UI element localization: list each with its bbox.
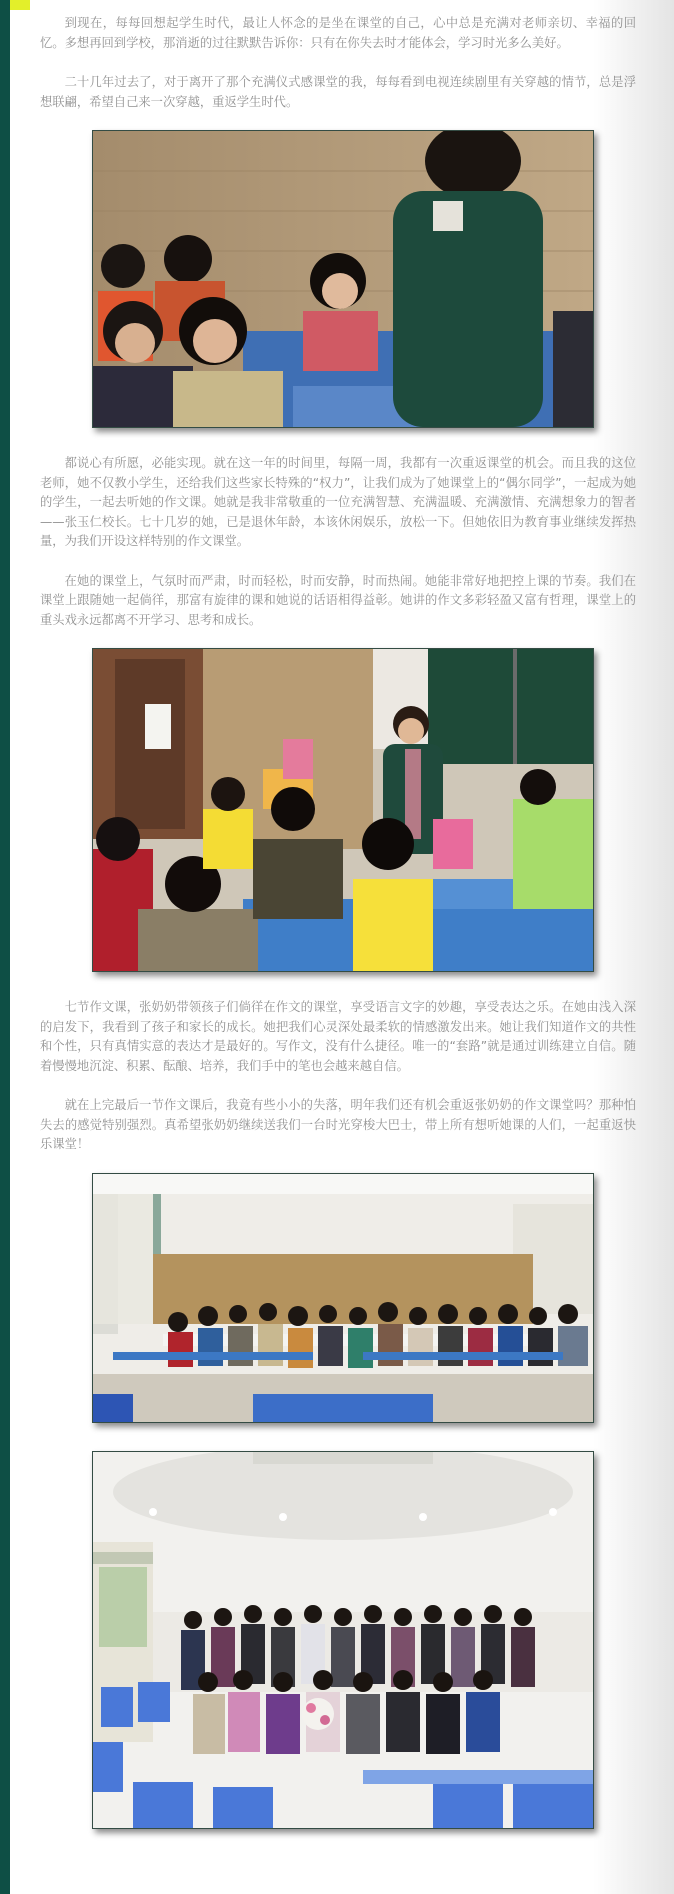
paragraph-2: 二十几年过去了，对于离开了那个充满仪式感课堂的我，每每看到电视连续剧里有关穿越的情节，总是浮想联翩，希望自己来一次穿越，重返学生时代。 — [40, 75, 636, 109]
article-body — [40, 14, 636, 1829]
paragraph-3: 都说心有所愿，必能实现。就在这一年的时间里，每隔一周，我都有一次重返课堂的机会。而且我的这位老师，她不仅教小学生，还给我们这些家长特殊的“权力”，让我们成为了她课堂上的“偶尔同学”，一起成为她的学生，一起去听她的作文课。她就是我非常敬重的一位充满智慧、充满温暖、充满激情、充满想象力的智者——张玉仁校长。七十几岁的她，已是退休年龄，本该休闲娱乐，放松一下。但她依旧为教育事业继续发挥热量，为我们开设这样特别的作文课堂。 — [40, 456, 636, 548]
paragraph-4: 在她的课堂上，气氛时而严肃，时而轻松，时而安静，时而热闹。她能非常好地把控上课的节奏。我们在课堂上跟随她一起倘徉，那富有旋律的课和她说的话语相得益彰。她讲的作文多彩轻盈又富有哲理，课堂上的重头戏永远都离不开学习、思考和成长。 — [40, 573, 636, 627]
paragraph-6: 就在上完最后一节作文课后，我竟有些小小的失落，明年我们还有机会重返张奶奶的作文课堂吗？那种怕失去的感觉特别强烈。真希望张奶奶继续送我们一台时光穿梭大巴士，带上所有想听她课的人们，一起重返快乐课堂！ — [40, 1098, 636, 1151]
top-accent-mark — [10, 0, 30, 10]
photo-children-classroom — [92, 130, 594, 428]
photo-parents-classroom — [92, 1173, 594, 1423]
paragraph-5: 七节作文课，张奶奶带领孩子们倘徉在作文的课堂，享受语言文字的妙趣，享受表达之乐。在她由浅入深的启发下，我看到了孩子和家长的成长。她把我们心灵深处最柔软的情感激发出来。她让我们知道作文的共性和个性，只有真情实意的表达才是最好的。写作文，没有什么捷径。唯一的“套路”就是通过训练建立自信。随着慢慢地沉淀、积累、酝酿、培养，我们手中的笔也会越来越自信。 — [40, 1000, 636, 1073]
left-decor-bar — [0, 0, 10, 1894]
photo-group-portrait — [92, 1451, 594, 1829]
paragraph-1: 到现在，每每回想起学生时代，最让人怀念的是坐在课堂的自己，心中总是充满对老师亲切、幸福的回忆。多想再回到学校，那消逝的过往默默告诉你：只有在你失去时才能体会，学习时光多么美好。 — [40, 16, 636, 50]
photo-teacher-lecture — [92, 648, 594, 972]
